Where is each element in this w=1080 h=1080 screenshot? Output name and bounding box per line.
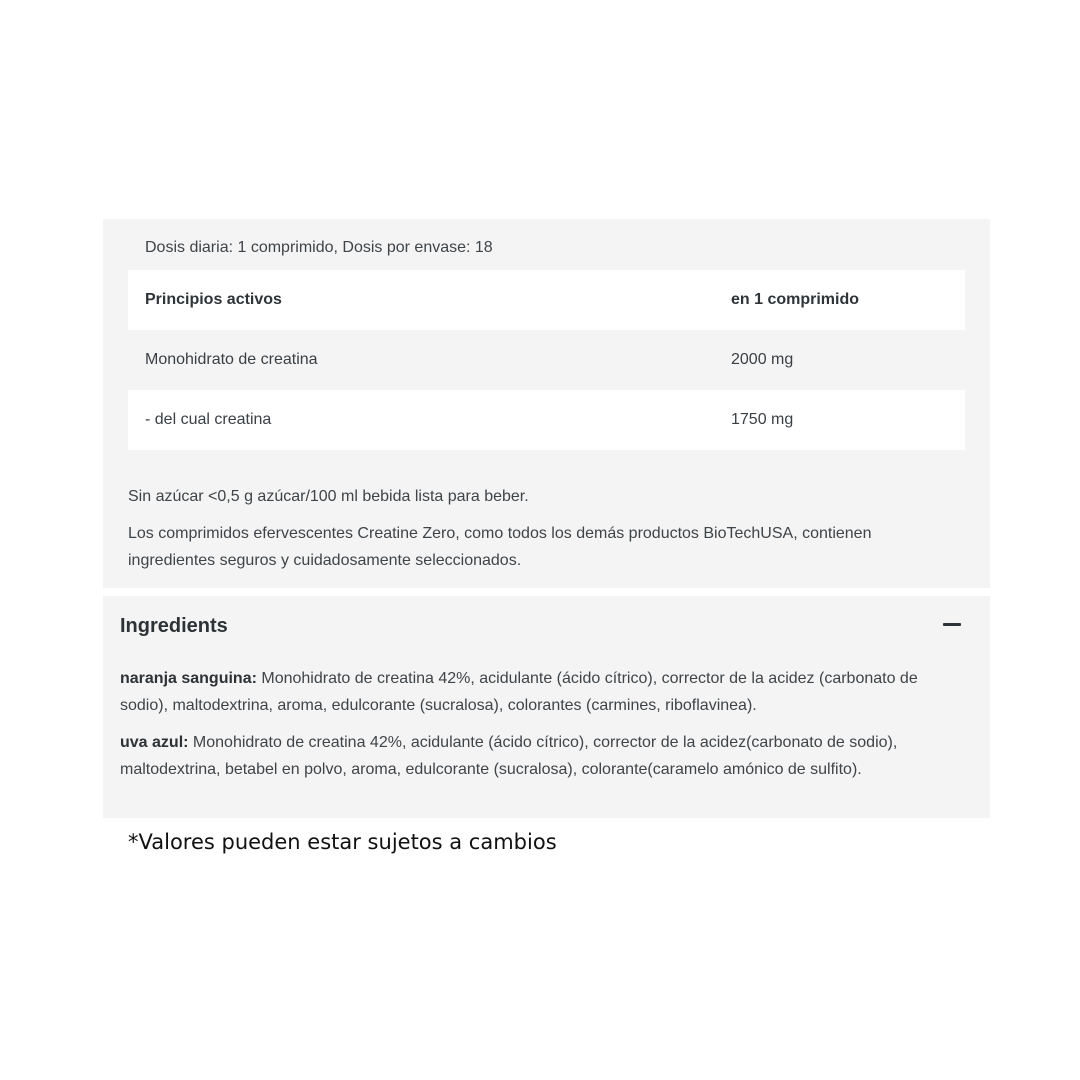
column-header-per-tablet: en 1 comprimido	[731, 291, 860, 308]
minus-icon	[943, 623, 961, 626]
ingredient-name: Monohidrato de creatina	[145, 351, 318, 368]
ingredient-amount: 1750 mg	[731, 411, 794, 428]
table-row	[128, 390, 965, 450]
table-header-row	[128, 270, 965, 330]
safety-note: Los comprimidos efervescentes Creatine Zero, como todos los demás productos BioTechUSA, contienen ingredientes seguros y cuidadosamente seleccionados.	[128, 525, 872, 569]
flavor-label: naranja sanguina:	[120, 670, 257, 687]
ingredient-list-item	[120, 665, 950, 719]
ingredients-title: Ingredients	[120, 615, 228, 637]
nutrition-table	[128, 270, 965, 450]
sugar-note: Sin azúcar <0,5 g azúcar/100 ml bebida lista para beber.	[128, 488, 529, 505]
column-header-active-ingredients: Principios activos	[145, 291, 282, 308]
nutrition-panel	[103, 219, 990, 588]
collapse-button[interactable]	[941, 616, 965, 632]
ingredient-list-item	[120, 729, 950, 783]
ingredient-text: Monohidrato de creatina 42%, acidulante (ácido cítrico), corrector de la acidez (carbonato de sodio), maltodextrina, aroma, edulcorante (sucralosa), colorantes (carmines, riboflavinea).	[120, 670, 918, 714]
footnote: *Valores pueden estar sujetos a cambios	[128, 830, 557, 854]
flavor-label: uva azul:	[120, 734, 189, 751]
ingredient-name: - del cual creatina	[145, 411, 272, 428]
ingredients-panel	[103, 596, 990, 818]
table-row	[128, 330, 965, 390]
ingredient-amount: 2000 mg	[731, 351, 794, 368]
dose-line: Dosis diaria: 1 comprimido, Dosis por envase: 18	[145, 239, 493, 256]
ingredient-text: Monohidrato de creatina 42%, acidulante (ácido cítrico), corrector de la acidez(carbonato de sodio), maltodextrina, betabel en polvo, aroma, edulcorante (sucralosa), colorante(caramelo amónico de sulfito).	[120, 734, 898, 778]
